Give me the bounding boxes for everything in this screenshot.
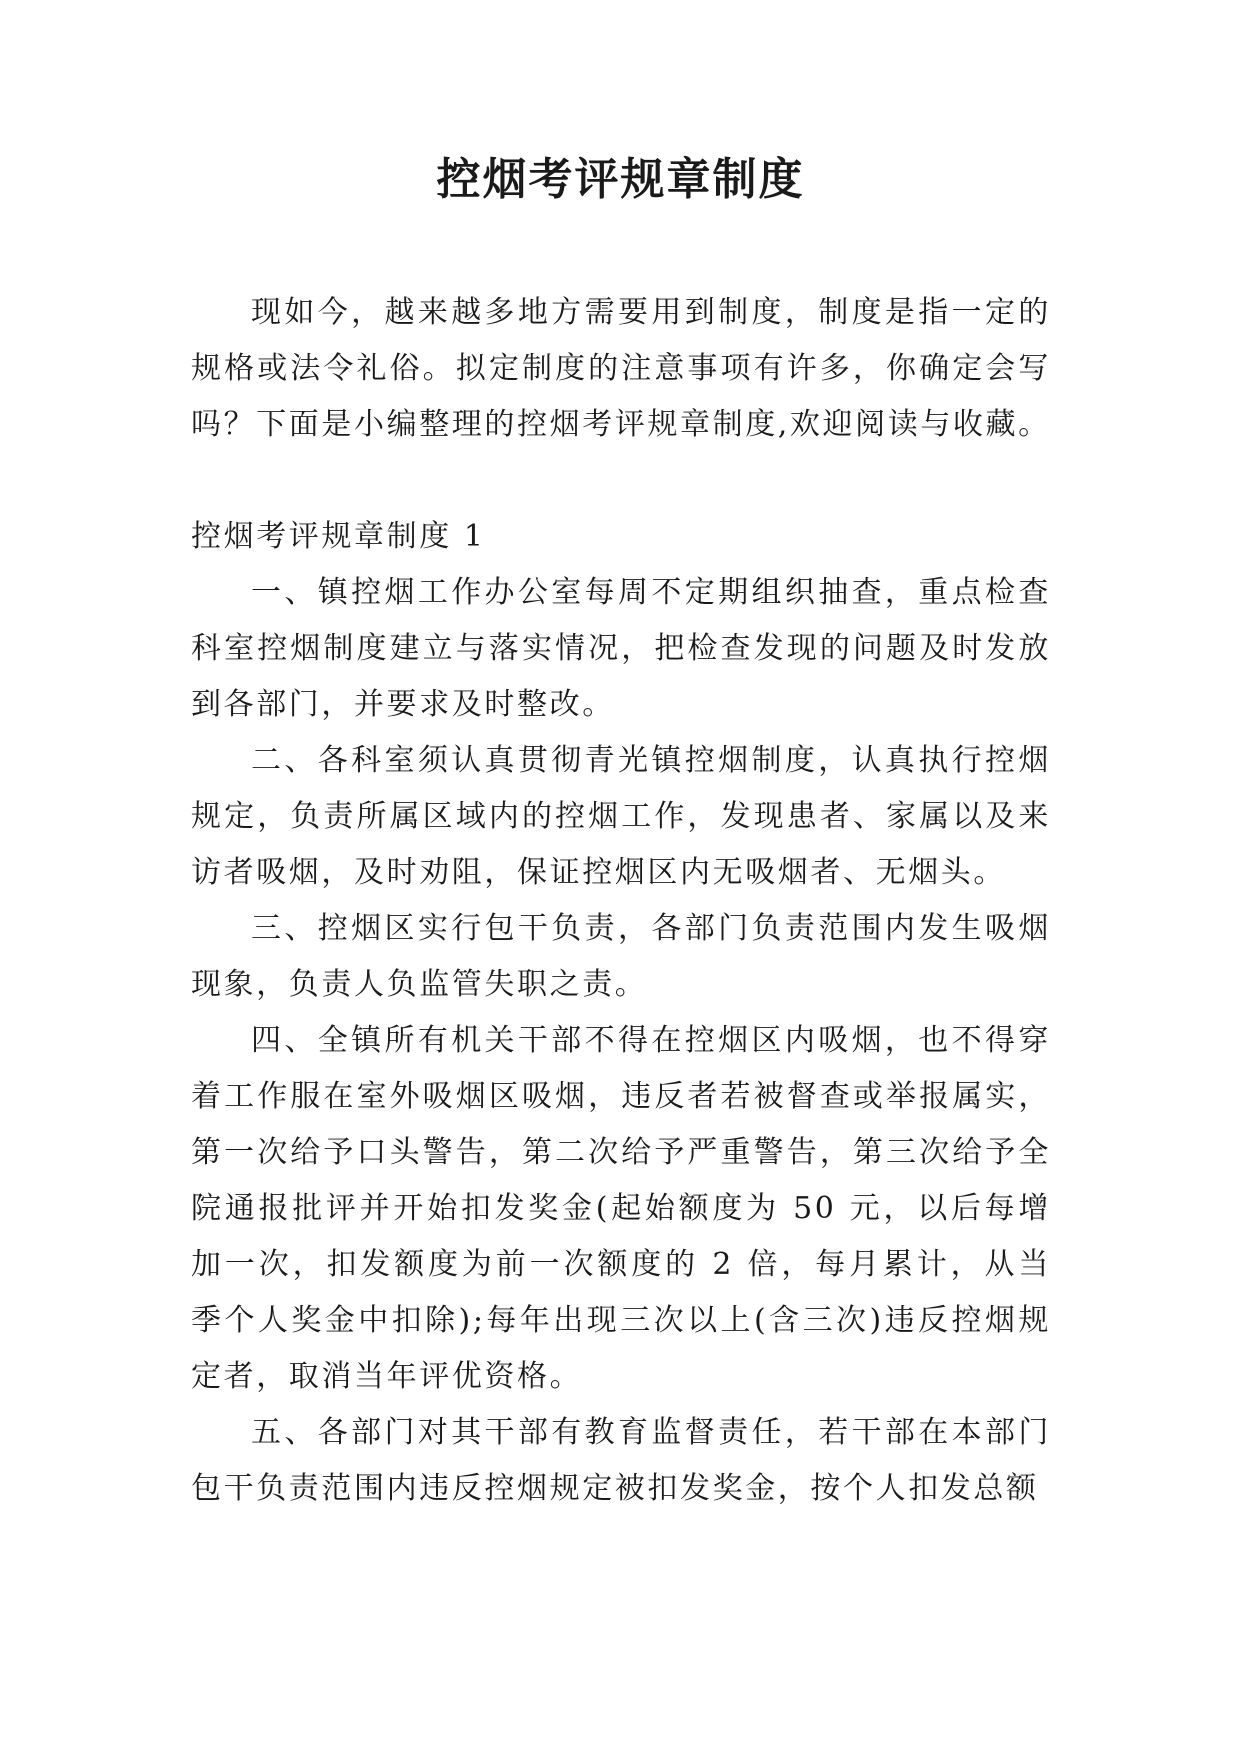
- rule-paragraph-4: 四、全镇所有机关干部不得在控烟区内吸烟，也不得穿着工作服在室外吸烟区吸烟，违反者若被督查或举报属实，第一次给予口头警告，第二次给予严重警告，第三次给予全院通报批评并开始扣发奖金(起始额度为 50 元，以后每增加一次，扣发额度为前一次额度的 2 倍，每月累计，从当季个人奖金中扣除);每年出现三次以上(含三次)违反控烟规定者，取消当年评优资格。: [191, 1023, 1051, 1394]
- section-title: 控烟考评规章制度 1: [191, 519, 486, 554]
- rule-paragraph-5: 五、各部门对其干部有教育监督责任，若干部在本部门包干负责范围内违反控烟规定被扣发奖金，按个人扣发总额: [191, 1415, 1051, 1506]
- rule-paragraph-3: 三、控烟区实行包干负责，各部门负责范围内发生吸烟现象，负责人负监管失职之责。: [191, 911, 1051, 1002]
- document-body: [191, 285, 1051, 1517]
- rule-paragraph-1: 一、镇控烟工作办公室每周不定期组织抽查，重点检查科室控烟制度建立与落实情况，把检查发现的问题及时发放到各部门，并要求及时整改。: [191, 575, 1051, 722]
- rule-paragraph-2: 二、各科室须认真贯彻青光镇控烟制度，认真执行控烟规定，负责所属区域内的控烟工作，发现患者、家属以及来访者吸烟，及时劝阻，保证控烟区内无吸烟者、无烟头。: [191, 743, 1051, 890]
- document-title: 控烟考评规章制度: [436, 154, 805, 205]
- intro-paragraph: 现如今，越来越多地方需要用到制度，制度是指一定的规格或法令礼俗。拟定制度的注意事项有许多，你确定会写吗？下面是小编整理的控烟考评规章制度,欢迎阅读与收藏。: [191, 295, 1051, 442]
